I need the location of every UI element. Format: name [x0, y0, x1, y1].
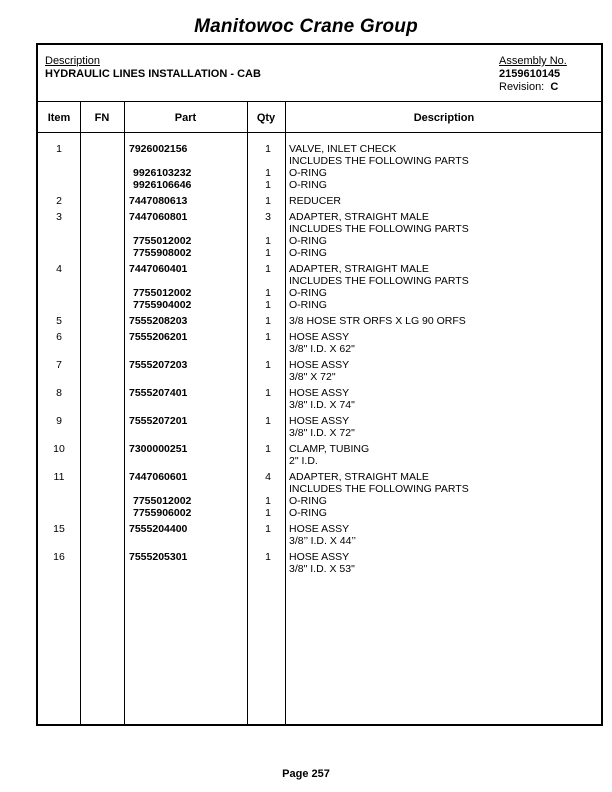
quantity: 4 [265, 471, 271, 483]
part-number: 7447060401 [129, 263, 188, 275]
part-number: 7447080613 [129, 195, 188, 207]
quantity: 1 [265, 415, 271, 427]
part-description: O-RING [289, 167, 327, 179]
quantity: 1 [265, 523, 271, 535]
quantity: 1 [265, 299, 271, 311]
part-description: VALVE, INLET CHECK [289, 143, 397, 155]
part-number: 7755012002 [133, 235, 192, 247]
quantity: 1 [265, 287, 271, 299]
item-number: 4 [56, 263, 62, 275]
header-assembly-block [499, 55, 567, 94]
part-number: 7555207203 [129, 359, 188, 371]
part-description: 3/8" I.D. X 72" [289, 427, 355, 439]
part-description: ADAPTER, STRAIGHT MALE [289, 263, 429, 275]
quantity: 1 [265, 387, 271, 399]
part-description: HOSE ASSY [289, 359, 350, 371]
part-description: O-RING [289, 507, 327, 519]
item-number: 11 [53, 471, 65, 483]
part-description: 3/8" I.D. X 62" [289, 343, 355, 355]
quantity: 1 [265, 443, 271, 455]
column-header-description: Description [413, 112, 475, 124]
company-title: Manitowoc Crane Group [194, 16, 418, 37]
part-description: O-RING [289, 235, 327, 247]
item-number: 3 [56, 211, 62, 223]
revision-line [499, 81, 567, 94]
part-number: 7555206201 [129, 331, 188, 343]
part-description: INCLUDES THE FOLLOWING PARTS [289, 483, 469, 495]
quantity: 1 [265, 331, 271, 343]
column-divider-fn [124, 101, 125, 726]
header-divider [38, 101, 601, 102]
part-description: INCLUDES THE FOLLOWING PARTS [289, 275, 469, 287]
part-description: HOSE ASSY [289, 331, 350, 343]
part-number: 7755908002 [133, 247, 192, 259]
assembly-label: Assembly No. [499, 55, 567, 67]
quantity: 3 [265, 211, 271, 223]
part-description: 3/8 HOSE STR ORFS X LG 90 ORFS [289, 315, 466, 327]
item-number: 6 [56, 331, 62, 343]
part-description: CLAMP, TUBING [289, 443, 370, 455]
item-number: 5 [56, 315, 62, 327]
item-number: 15 [53, 523, 65, 535]
item-number: 10 [53, 443, 65, 455]
quantity: 1 [265, 359, 271, 371]
item-number: 16 [53, 551, 65, 563]
quantity: 1 [265, 195, 271, 207]
part-number: 9926106646 [133, 179, 192, 191]
item-number: 8 [56, 387, 62, 399]
quantity: 1 [265, 167, 271, 179]
part-description: O-RING [289, 495, 327, 507]
part-number: 7555204400 [129, 523, 188, 535]
part-number: 7447060601 [129, 471, 188, 483]
part-description: O-RING [289, 287, 327, 299]
quantity: 1 [265, 495, 271, 507]
revision-label: Revision: [499, 81, 545, 93]
part-number: 7300000251 [129, 443, 188, 455]
revision-value: C [550, 81, 559, 93]
part-description: 3/8" I.D. X 53" [289, 563, 355, 575]
quantity: 1 [265, 315, 271, 327]
part-number: 7755906002 [133, 507, 192, 519]
part-description: ADAPTER, STRAIGHT MALE [289, 211, 429, 223]
part-number: 7755012002 [133, 287, 192, 299]
header-description-block [45, 55, 261, 81]
part-description: 3/8" I.D. X 74" [289, 399, 355, 411]
column-header-part: Part [174, 112, 197, 124]
part-description: INCLUDES THE FOLLOWING PARTS [289, 155, 469, 167]
part-number: 9926103232 [133, 167, 192, 179]
column-header-item: Item [47, 112, 71, 124]
part-number: 7755904002 [133, 299, 192, 311]
part-description: HOSE ASSY [289, 523, 350, 535]
part-description: O-RING [289, 299, 327, 311]
item-number: 1 [56, 143, 62, 155]
quantity: 1 [265, 235, 271, 247]
part-description: ADAPTER, STRAIGHT MALE [289, 471, 429, 483]
page-number: Page 257 [282, 768, 330, 780]
part-number: 7926002156 [129, 143, 188, 155]
quantity: 1 [265, 551, 271, 563]
quantity: 1 [265, 247, 271, 259]
part-description: HOSE ASSY [289, 551, 350, 563]
part-number: 7755012002 [133, 495, 192, 507]
quantity: 1 [265, 179, 271, 191]
part-description: 3/8’’ I.D. X 44’’ [289, 535, 356, 547]
part-description: 3/8" X 72" [289, 371, 336, 383]
parts-table-frame [36, 43, 603, 726]
column-header-fn: FN [94, 112, 110, 124]
column-divider-item [80, 101, 81, 726]
assembly-number: 2159610145 [499, 68, 561, 80]
column-header-divider [38, 132, 601, 133]
quantity: 1 [265, 143, 271, 155]
part-description: HOSE ASSY [289, 415, 350, 427]
quantity: 1 [265, 263, 271, 275]
quantity: 1 [265, 507, 271, 519]
part-number: 7555205301 [129, 551, 188, 563]
part-description: REDUCER [289, 195, 341, 207]
part-description: O-RING [289, 247, 327, 259]
assembly-title: HYDRAULIC LINES INSTALLATION - CAB [45, 68, 261, 80]
part-description: HOSE ASSY [289, 387, 350, 399]
item-number: 7 [56, 359, 62, 371]
item-number: 2 [56, 195, 62, 207]
item-number: 9 [56, 415, 62, 427]
part-number: 7447060801 [129, 211, 188, 223]
part-description: INCLUDES THE FOLLOWING PARTS [289, 223, 469, 235]
part-description: 2" I.D. [289, 455, 318, 467]
part-number: 7555208203 [129, 315, 188, 327]
part-number: 7555207401 [129, 387, 188, 399]
description-label: Description [45, 55, 101, 67]
part-description: O-RING [289, 179, 327, 191]
part-number: 7555207201 [129, 415, 188, 427]
column-header-qty: Qty [256, 112, 276, 124]
